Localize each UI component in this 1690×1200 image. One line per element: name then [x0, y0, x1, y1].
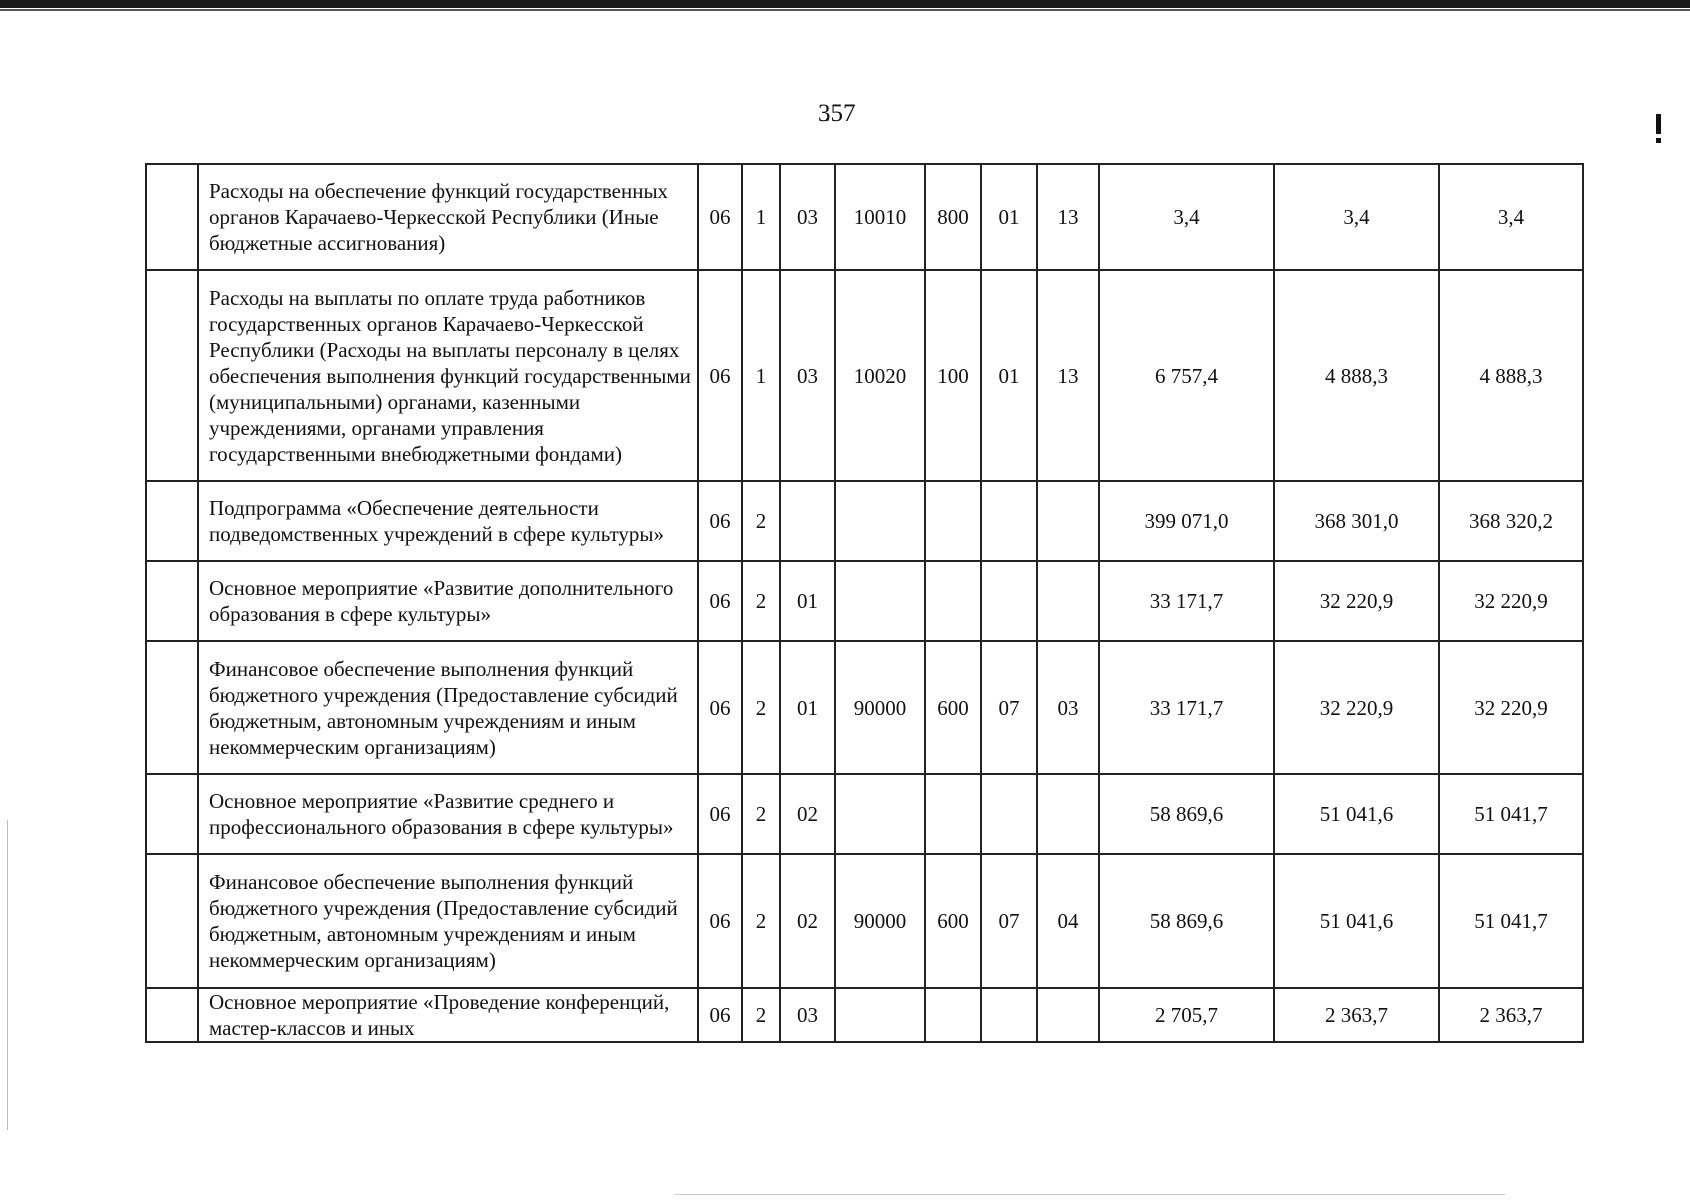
- code-direction: [835, 988, 925, 1042]
- code-subprogram: 1: [742, 270, 780, 481]
- amount-year-3: 51 041,7: [1439, 774, 1583, 854]
- code-activity: 03: [780, 988, 835, 1042]
- code-expense-type: [925, 561, 981, 641]
- amount-year-3: 32 220,9: [1439, 641, 1583, 774]
- table-row: [146, 561, 1583, 641]
- code-subsection: [1037, 481, 1099, 561]
- bottom-scan-line: [675, 1194, 1505, 1195]
- code-activity: 02: [780, 854, 835, 988]
- item-name: Расходы на выплаты по оплате труда работников государственных органов Карачаево-Черкесской Республики (Расходы на выплаты персоналу в целях обеспечения выполнения функций государственными (муниципальными) органами, казенными учреждениями, органами управления государственными внебюджетными фондами): [198, 270, 698, 481]
- amount-year-3: 51 041,7: [1439, 854, 1583, 988]
- amount-year-2: 2 363,7: [1274, 988, 1439, 1042]
- margin-mark: [1656, 114, 1661, 134]
- amount-year-1: 58 869,6: [1099, 854, 1274, 988]
- row-index-cell: [146, 988, 198, 1042]
- amount-year-1: 6 757,4: [1099, 270, 1274, 481]
- table-row: [146, 854, 1583, 988]
- amount-year-1: 58 869,6: [1099, 774, 1274, 854]
- code-expense-type: 600: [925, 641, 981, 774]
- row-index-cell: [146, 641, 198, 774]
- item-name: Основное мероприятие «Проведение конференций, мастер-классов и иных: [198, 988, 698, 1042]
- code-ministry: 06: [698, 641, 742, 774]
- item-name: Финансовое обеспечение выполнения функций бюджетного учреждения (Предоставление субсидий бюджетным, автономным учреждениям и иным некоммерческим организациям): [198, 854, 698, 988]
- code-section: [981, 774, 1037, 854]
- amount-year-1: 3,4: [1099, 164, 1274, 270]
- amount-year-1: 33 171,7: [1099, 561, 1274, 641]
- code-subprogram: 2: [742, 988, 780, 1042]
- table-row: [146, 481, 1583, 561]
- left-scan-line: [7, 820, 8, 1130]
- table-row: [146, 164, 1583, 270]
- code-direction: [835, 561, 925, 641]
- code-subprogram: 2: [742, 561, 780, 641]
- row-index-cell: [146, 561, 198, 641]
- amount-year-3: 4 888,3: [1439, 270, 1583, 481]
- code-direction: 90000: [835, 854, 925, 988]
- code-activity: 01: [780, 561, 835, 641]
- item-name: Основное мероприятие «Развитие дополнительного образования в сфере культуры»: [198, 561, 698, 641]
- amount-year-2: 51 041,6: [1274, 774, 1439, 854]
- amount-year-2: 3,4: [1274, 164, 1439, 270]
- table-row: [146, 774, 1583, 854]
- code-expense-type: 100: [925, 270, 981, 481]
- amount-year-1: 33 171,7: [1099, 641, 1274, 774]
- code-direction: 10010: [835, 164, 925, 270]
- code-section: [981, 481, 1037, 561]
- amount-year-3: 368 320,2: [1439, 481, 1583, 561]
- code-section: 01: [981, 164, 1037, 270]
- code-section: 07: [981, 854, 1037, 988]
- table-row: [146, 988, 1583, 1042]
- code-ministry: 06: [698, 481, 742, 561]
- code-section: [981, 988, 1037, 1042]
- row-index-cell: [146, 481, 198, 561]
- code-ministry: 06: [698, 854, 742, 988]
- amount-year-2: 32 220,9: [1274, 641, 1439, 774]
- code-activity: 03: [780, 164, 835, 270]
- margin-mark-dot: [1656, 138, 1661, 143]
- code-activity: 03: [780, 270, 835, 481]
- amount-year-1: 2 705,7: [1099, 988, 1274, 1042]
- amount-year-3: 32 220,9: [1439, 561, 1583, 641]
- amount-year-3: 2 363,7: [1439, 988, 1583, 1042]
- code-direction: [835, 481, 925, 561]
- code-ministry: 06: [698, 774, 742, 854]
- code-subsection: 03: [1037, 641, 1099, 774]
- code-subsection: 13: [1037, 270, 1099, 481]
- code-subsection: [1037, 561, 1099, 641]
- table-row: [146, 641, 1583, 774]
- code-activity: [780, 481, 835, 561]
- amount-year-2: 32 220,9: [1274, 561, 1439, 641]
- row-index-cell: [146, 164, 198, 270]
- amount-year-2: 4 888,3: [1274, 270, 1439, 481]
- code-ministry: 06: [698, 270, 742, 481]
- amount-year-1: 399 071,0: [1099, 481, 1274, 561]
- top-scan-border: [0, 0, 1690, 8]
- code-activity: 02: [780, 774, 835, 854]
- amount-year-3: 3,4: [1439, 164, 1583, 270]
- page-number: 357: [818, 100, 856, 127]
- code-subprogram: 2: [742, 854, 780, 988]
- top-scan-border-thin: [0, 9, 1690, 11]
- code-subsection: [1037, 774, 1099, 854]
- row-index-cell: [146, 774, 198, 854]
- code-direction: [835, 774, 925, 854]
- code-ministry: 06: [698, 561, 742, 641]
- row-index-cell: [146, 854, 198, 988]
- amount-year-2: 51 041,6: [1274, 854, 1439, 988]
- code-direction: 10020: [835, 270, 925, 481]
- code-expense-type: [925, 481, 981, 561]
- table-row: [146, 270, 1583, 481]
- code-section: 07: [981, 641, 1037, 774]
- code-ministry: 06: [698, 164, 742, 270]
- budget-table: [145, 163, 1584, 1043]
- code-expense-type: [925, 988, 981, 1042]
- amount-year-2: 368 301,0: [1274, 481, 1439, 561]
- row-index-cell: [146, 270, 198, 481]
- code-expense-type: 800: [925, 164, 981, 270]
- code-section: [981, 561, 1037, 641]
- code-subsection: 04: [1037, 854, 1099, 988]
- code-subsection: [1037, 988, 1099, 1042]
- code-subprogram: 2: [742, 641, 780, 774]
- item-name: Финансовое обеспечение выполнения функций бюджетного учреждения (Предоставление субсидий бюджетным, автономным учреждениям и иным некоммерческим организациям): [198, 641, 698, 774]
- code-expense-type: 600: [925, 854, 981, 988]
- code-expense-type: [925, 774, 981, 854]
- code-section: 01: [981, 270, 1037, 481]
- code-subprogram: 2: [742, 481, 780, 561]
- code-subprogram: 2: [742, 774, 780, 854]
- item-name: Расходы на обеспечение функций государственных органов Карачаево-Черкесской Республики (Иные бюджетные ассигнования): [198, 164, 698, 270]
- item-name: Основное мероприятие «Развитие среднего и профессионального образования в сфере культуры»: [198, 774, 698, 854]
- code-ministry: 06: [698, 988, 742, 1042]
- code-direction: 90000: [835, 641, 925, 774]
- code-subsection: 13: [1037, 164, 1099, 270]
- code-activity: 01: [780, 641, 835, 774]
- code-subprogram: 1: [742, 164, 780, 270]
- item-name: Подпрограмма «Обеспечение деятельности подведомственных учреждений в сфере культуры»: [198, 481, 698, 561]
